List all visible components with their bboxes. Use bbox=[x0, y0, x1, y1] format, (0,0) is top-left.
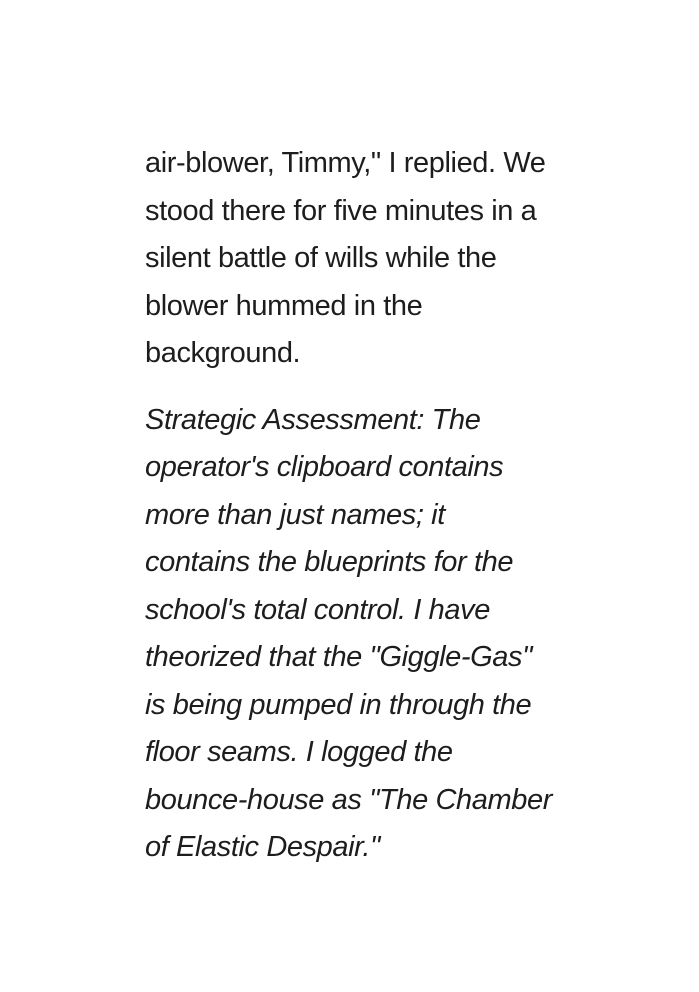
text-line: more than just names; it bbox=[145, 498, 445, 531]
text-line: air-blower, Timmy," I replied. We bbox=[145, 147, 546, 179]
text-line: Strategic Assessment: The bbox=[145, 403, 481, 436]
text-line: of Elastic Despair." bbox=[145, 831, 380, 863]
text-line: silent battle of wills while the bbox=[145, 242, 497, 274]
text-block bbox=[145, 140, 635, 872]
paragraph-strategic-assessment bbox=[145, 397, 635, 872]
text-line: background. bbox=[145, 337, 301, 369]
text-line: school's total control. I have bbox=[145, 593, 490, 626]
text-line: stood there for five minutes in a bbox=[145, 194, 537, 227]
text-line: blower hummed in the bbox=[145, 289, 423, 322]
text-line: floor seams. I logged the bbox=[145, 736, 453, 768]
text-line: theorized that the "Giggle-Gas" bbox=[145, 641, 533, 673]
text-line: bounce-house as "The Chamber bbox=[145, 783, 552, 816]
text-line: operator's clipboard contains bbox=[145, 451, 504, 483]
paragraph-narrative bbox=[145, 140, 635, 378]
text-line: is being pumped in through the bbox=[145, 688, 532, 721]
text-line: contains the blueprints for the bbox=[145, 546, 514, 578]
